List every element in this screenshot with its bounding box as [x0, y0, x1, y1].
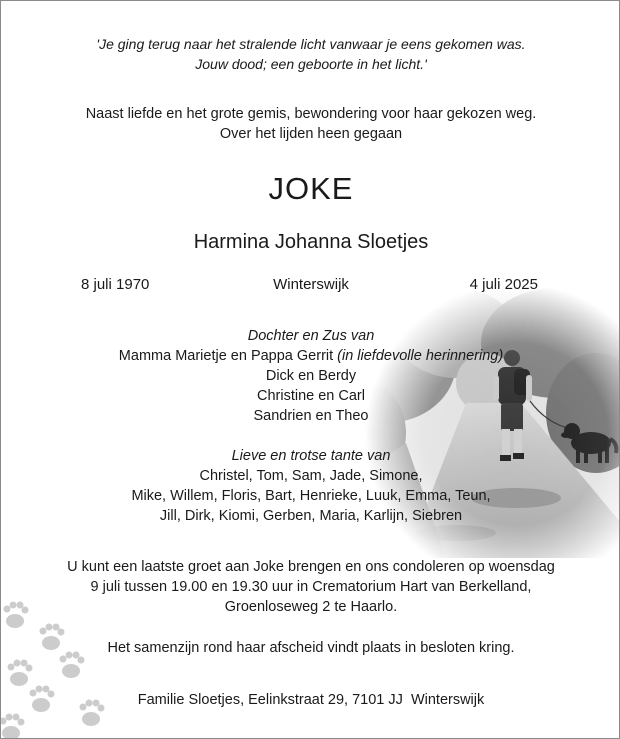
birth-date: 8 juli 1970	[81, 276, 150, 293]
service-line: U kunt een laatste groet aan Joke brengen en ons condoleren op woensdag	[67, 559, 555, 575]
closing-note: Het samenzijn rond haar afscheid vindt plaats in besloten kring.	[107, 640, 515, 656]
quote-line: Jouw dood; een geboorte in het licht.'	[195, 56, 427, 72]
family-line: Christine en Carl	[257, 388, 365, 404]
death-date: 4 juli 2025	[469, 276, 538, 293]
family-line: Dick en Berdy	[265, 368, 357, 384]
aunt-section	[1, 446, 620, 526]
deceased-full-name: Harmina Johanna Sloetjes	[193, 231, 429, 253]
section-heading: Lieve en trotse tante van	[231, 448, 391, 464]
deceased-name: JOKE	[268, 171, 354, 206]
quote	[1, 34, 620, 74]
family-line: Mike, Willem, Floris, Bart, Henrieke, Luuk, Emma, Teun,	[131, 488, 491, 504]
section-heading: Dochter en Zus van	[247, 328, 375, 344]
family-signature: Familie Sloetjes, Eelinkstraat 29, 7101 JJ Winterswijk	[137, 692, 485, 708]
parents-note: (in liefdevolle herinnering)	[337, 348, 504, 364]
parents-line	[1, 346, 620, 366]
intro-line: Over het lijden heen gegaan	[219, 126, 403, 142]
daughter-sister-section	[1, 326, 620, 426]
family-line: Sandrien en Theo	[253, 408, 369, 424]
service-line: 9 juli tussen 19.00 en 19.30 uur in Crematorium Hart van Berkelland,	[90, 579, 532, 595]
service-line: Groenloseweg 2 te Haarlo.	[224, 599, 398, 615]
quote-line: 'Je ging terug naar het stralende licht vanwaar je eens gekomen was.	[96, 36, 526, 52]
parents: Mamma Marietje en Pappa Gerrit	[118, 348, 334, 364]
place: Winterswijk	[273, 276, 349, 293]
intro-text	[1, 104, 620, 144]
service-info	[1, 557, 620, 617]
family-line: Jill, Dirk, Kiomi, Gerben, Maria, Karlijn, Siebren	[159, 508, 463, 524]
family-line: Christel, Tom, Sam, Jade, Simone,	[199, 468, 423, 484]
intro-line: Naast liefde en het grote gemis, bewondering voor haar gekozen weg.	[85, 106, 537, 122]
